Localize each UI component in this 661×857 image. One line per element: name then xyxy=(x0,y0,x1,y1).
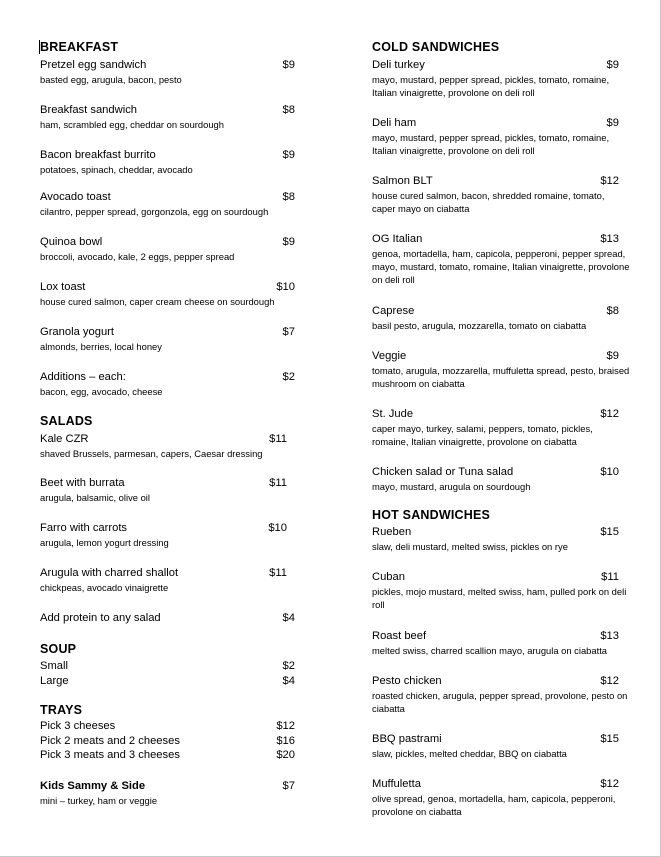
item-description: caper mayo, turkey, salami, peppers, tomato, pickles, romaine, Italian vinaigrette, provolone on ciabatta xyxy=(372,423,593,447)
menu-item xyxy=(372,58,630,99)
item-price: $12 xyxy=(600,675,619,687)
item-name: Deli turkey xyxy=(372,59,425,71)
item-price: $11 xyxy=(269,567,287,579)
item-name: Breakfast sandwich xyxy=(40,104,138,116)
item-description: melted swiss, charred scallion mayo, arugula on ciabatta xyxy=(372,645,608,656)
item-name: Rueben xyxy=(372,526,412,538)
menu-item xyxy=(372,232,630,286)
item-price: $11 xyxy=(601,571,619,583)
item-name: Pick 3 cheeses xyxy=(40,720,116,732)
menu-item xyxy=(40,779,295,807)
item-name: Kale CZR xyxy=(40,433,89,445)
item-description: house cured salmon, bacon, shredded romaine, tomato, caper mayo on ciabatta xyxy=(372,190,605,214)
item-description: potatoes, spinach, cheddar, avocado xyxy=(40,164,193,175)
menu-item xyxy=(40,148,295,176)
item-description: ham, scrambled egg, cheddar on sourdough xyxy=(40,119,224,130)
item-name: Deli ham xyxy=(372,117,417,129)
item-description: arugula, lemon yogurt dressing xyxy=(40,537,169,548)
item-name: BBQ pastrami xyxy=(372,733,442,745)
item-price: $13 xyxy=(600,630,619,642)
item-name: Pick 3 meats and 3 cheeses xyxy=(40,749,180,761)
item-price: $12 xyxy=(600,408,619,420)
menu-item xyxy=(40,719,295,733)
item-name: Small xyxy=(40,660,68,672)
trays-heading: TRAYS xyxy=(40,703,83,717)
menu-item xyxy=(372,174,630,215)
item-name: Granola yogurt xyxy=(40,326,115,338)
menu-item xyxy=(40,521,295,549)
item-price: $12 xyxy=(276,720,295,732)
item-price: $7 xyxy=(282,780,295,792)
item-price: $10 xyxy=(268,522,287,534)
item-description: chickpeas, avocado vinaigrette xyxy=(40,582,169,593)
item-description: slaw, deli mustard, melted swiss, pickles on rye xyxy=(372,541,568,552)
item-name: Veggie xyxy=(372,350,407,362)
item-name: OG Italian xyxy=(372,233,423,245)
breakfast-heading: BREAKFAST xyxy=(40,40,119,54)
item-price: $9 xyxy=(282,59,295,71)
menu-item xyxy=(40,58,295,86)
item-price: $9 xyxy=(282,149,295,161)
menu-item xyxy=(372,629,630,657)
item-description: mayo, mustard, pepper spread, pickles, tomato, romaine, Italian vinaigrette, provolone on deli roll xyxy=(372,132,610,156)
item-description: cilantro, pepper spread, gorgonzola, egg on sourdough xyxy=(40,206,269,217)
menu-item xyxy=(372,777,630,818)
item-price: $2 xyxy=(282,371,295,383)
item-price: $7 xyxy=(282,326,295,338)
item-price: $2 xyxy=(282,660,295,672)
item-name: Beet with burrata xyxy=(40,477,125,489)
menu-item xyxy=(40,566,295,594)
item-description: tomato, arugula, mozzarella, muffuletta spread, pesto, braised mushroom on ciabatta xyxy=(372,365,630,389)
item-price: $20 xyxy=(276,749,295,761)
item-price: $9 xyxy=(282,236,295,248)
menu-item xyxy=(40,734,295,748)
menu-item xyxy=(372,116,630,157)
menu-item xyxy=(372,732,630,760)
item-price: $9 xyxy=(606,350,619,362)
item-description: broccoli, avocado, kale, 2 eggs, pepper spread xyxy=(40,251,235,262)
item-name: Cuban xyxy=(372,571,405,583)
hot-sandwiches-heading: HOT SANDWICHES xyxy=(372,508,491,522)
item-description: olive spread, genoa, mortadella, ham, capicola, pepperoni, provolone on ciabatta xyxy=(372,793,616,817)
item-name: Caprese xyxy=(372,305,415,317)
menu-item xyxy=(40,370,295,398)
item-name: Muffuletta xyxy=(372,778,421,790)
menu-item xyxy=(40,432,295,460)
item-description: basted egg, arugula, bacon, pesto xyxy=(40,74,182,85)
item-price: $15 xyxy=(600,526,619,538)
item-price: $11 xyxy=(269,477,287,489)
menu-item xyxy=(40,280,295,308)
item-name: Add protein to any salad xyxy=(40,612,161,624)
item-name: Additions – each: xyxy=(40,371,126,383)
item-price: $8 xyxy=(282,191,295,203)
item-price: $10 xyxy=(600,466,619,478)
item-name: Avocado toast xyxy=(40,191,111,203)
item-description: mini – turkey, ham or veggie xyxy=(40,795,158,806)
menu-item xyxy=(40,674,295,688)
menu-item xyxy=(372,349,630,390)
item-price: $13 xyxy=(600,233,619,245)
item-description: roasted chicken, arugula, pepper spread, provolone, pesto on ciabatta xyxy=(372,690,628,714)
item-price: $9 xyxy=(606,117,619,129)
item-name: Quinoa bowl xyxy=(40,236,103,248)
item-description: mayo, mustard, arugula on sourdough xyxy=(372,481,531,492)
menu-item xyxy=(372,407,630,448)
salads-heading: SALADS xyxy=(40,414,93,428)
item-name: Pretzel egg sandwich xyxy=(40,59,147,71)
item-description: house cured salmon, caper cream cheese on sourdough xyxy=(40,296,275,307)
menu-item xyxy=(40,659,295,673)
item-description: shaved Brussels, parmesan, capers, Caesar dressing xyxy=(40,448,263,459)
menu-item xyxy=(40,748,295,762)
menu-item xyxy=(40,611,295,625)
item-price: $16 xyxy=(276,735,295,747)
item-description: pickles, mojo mustard, melted swiss, ham, pulled pork on deli roll xyxy=(372,586,627,610)
item-description: genoa, mortadella, ham, capicola, pepperoni, pepper spread, mayo, mustard, tomato, romaine, Italian vinaigrette, provolone on deli roll xyxy=(372,248,630,285)
item-name: Salmon BLT xyxy=(372,175,433,187)
item-description: mayo, mustard, pepper spread, pickles, tomato, romaine, Italian vinaigrette, provolone on deli roll xyxy=(372,74,610,98)
item-name: Bacon breakfast burrito xyxy=(40,149,156,161)
menu-item xyxy=(372,674,630,715)
cold-sandwiches-heading: COLD SANDWICHES xyxy=(372,40,500,54)
item-name: Chicken salad or Tuna salad xyxy=(372,466,514,478)
menu-item xyxy=(40,325,295,353)
item-price: $4 xyxy=(282,612,295,624)
item-price: $12 xyxy=(600,175,619,187)
menu-item xyxy=(40,190,295,218)
item-price: $12 xyxy=(600,778,619,790)
item-name: Farro with carrots xyxy=(40,522,128,534)
item-name: Kids Sammy & Side xyxy=(40,780,146,792)
item-name: Large xyxy=(40,675,69,687)
item-price: $9 xyxy=(606,59,619,71)
menu-item xyxy=(40,235,295,263)
item-price: $8 xyxy=(282,104,295,116)
item-description: slaw, pickles, melted cheddar, BBQ on ciabatta xyxy=(372,748,567,759)
item-price: $4 xyxy=(282,675,295,687)
item-price: $8 xyxy=(606,305,619,317)
item-name: Pick 2 meats and 2 cheeses xyxy=(40,735,180,747)
item-name: Roast beef xyxy=(372,630,427,642)
item-name: St. Jude xyxy=(372,408,414,420)
item-name: Arugula with charred shallot xyxy=(40,567,179,579)
item-description: basil pesto, arugula, mozzarella, tomato on ciabatta xyxy=(372,320,587,331)
menu-item xyxy=(372,525,630,553)
item-description: almonds, berries, local honey xyxy=(40,341,162,352)
menu-item xyxy=(372,304,630,332)
item-description: arugula, balsamic, olive oil xyxy=(40,492,150,503)
menu-item xyxy=(372,465,630,493)
item-price: $11 xyxy=(269,433,287,445)
item-price: $15 xyxy=(600,733,619,745)
item-price: $10 xyxy=(276,281,295,293)
item-description: bacon, egg, avocado, cheese xyxy=(40,386,163,397)
item-name: Pesto chicken xyxy=(372,675,442,687)
menu-item xyxy=(372,570,630,611)
item-name: Lox toast xyxy=(40,281,86,293)
soup-heading: SOUP xyxy=(40,642,77,656)
menu-item xyxy=(40,476,295,504)
menu-item xyxy=(40,103,295,131)
